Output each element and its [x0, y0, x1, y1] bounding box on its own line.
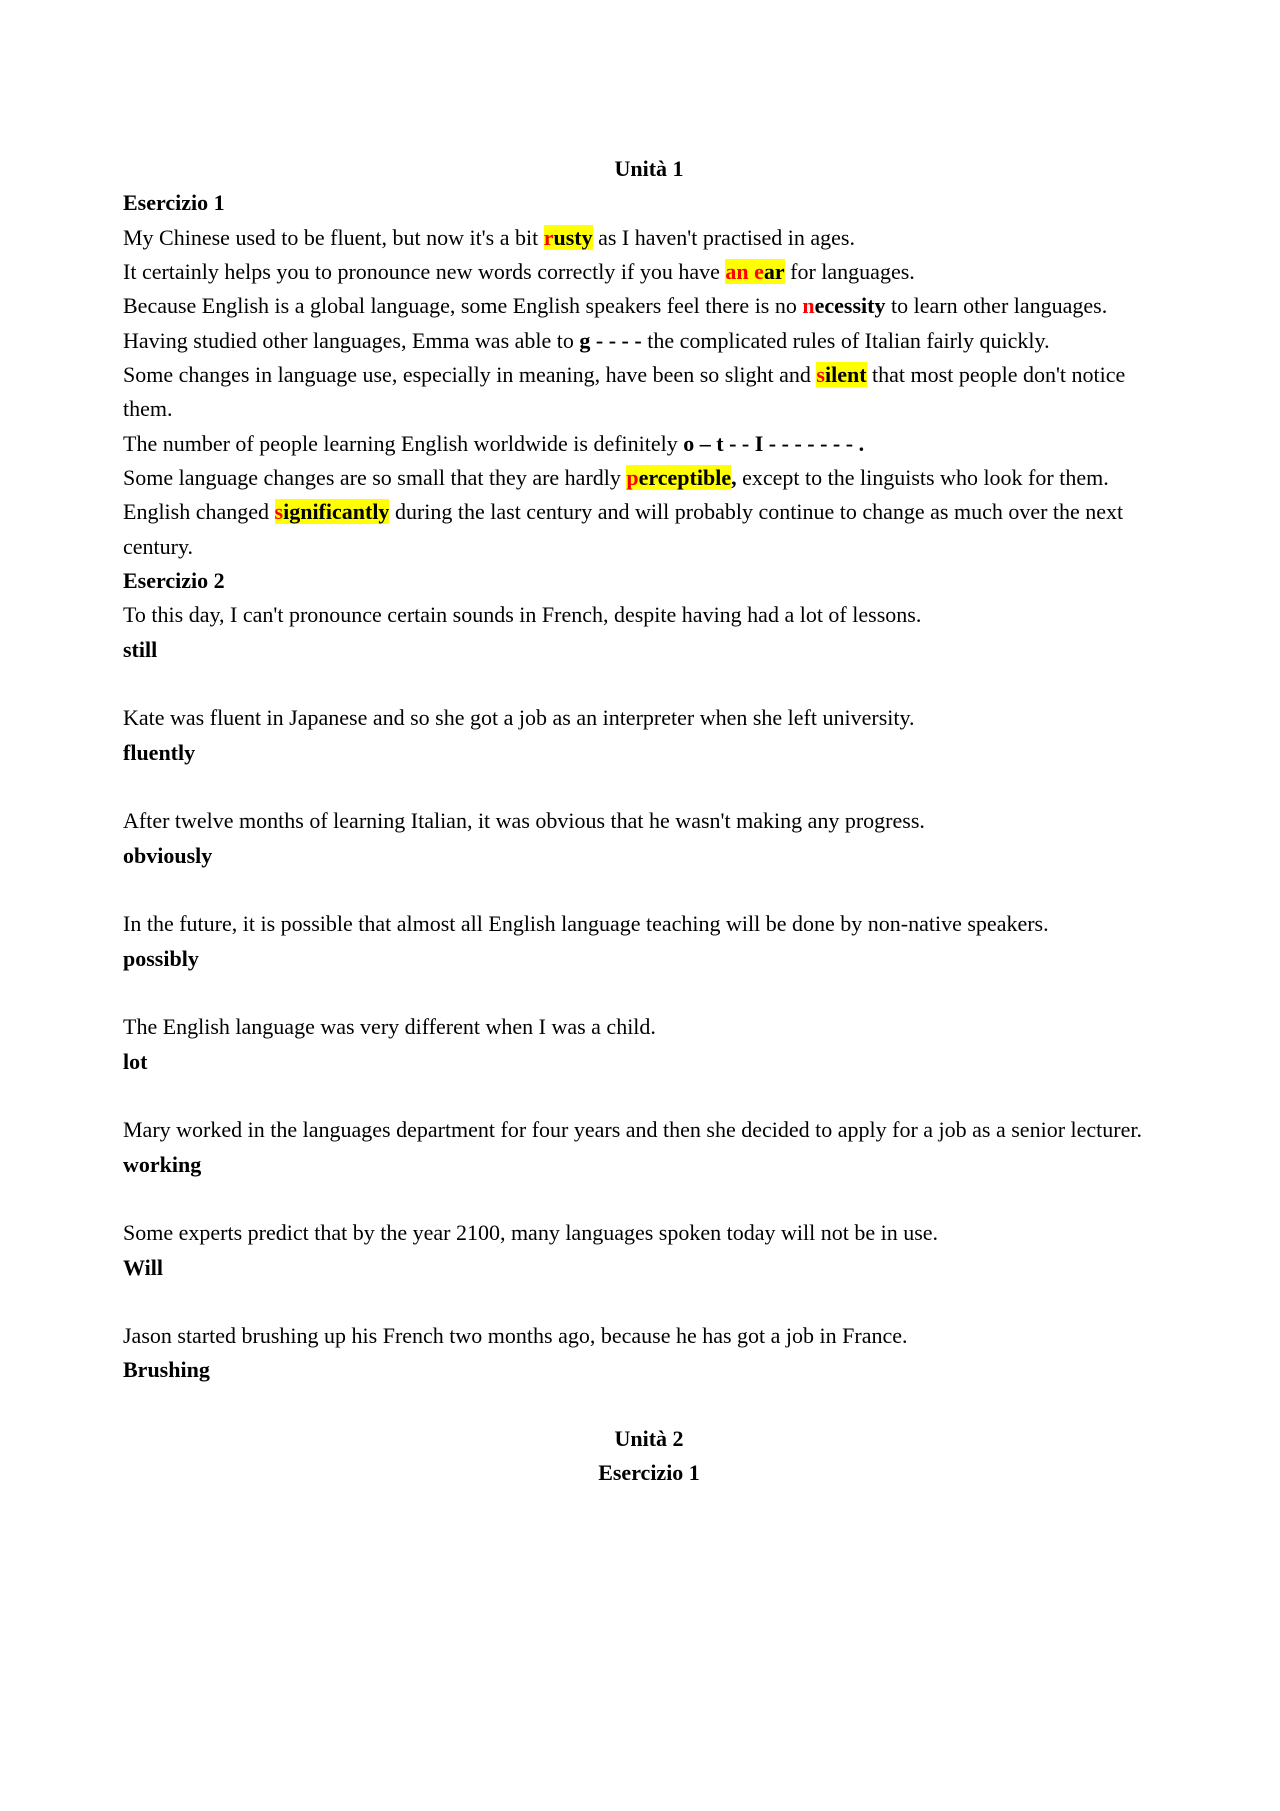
sentence — [123, 324, 1175, 358]
blank-line — [123, 873, 1175, 907]
answer-text: p — [626, 464, 639, 490]
sentence-text: Some changes in language use, especially in meaning, have been so slight and — [123, 361, 817, 387]
item-sentence: Some experts predict that by the year 2100, many languages spoken today will not be in use. — [123, 1220, 939, 1246]
sentence-text: except to the linguists who look for them. — [736, 464, 1109, 490]
item-sentence: The English language was very different when I was a child. — [123, 1014, 656, 1040]
answer-text: ignificantly — [283, 499, 390, 525]
item-sentence: After twelve months of learning Italian, it was obvious that he wasn't making any progress. — [123, 808, 925, 834]
answer-text: s — [816, 361, 825, 387]
answer-text: r — [543, 224, 554, 250]
blank-line — [123, 1285, 1175, 1319]
item-sentence: Kate was fluent in Japanese and so she got a job as an interpreter when she left university. — [123, 705, 915, 731]
answer-text: , — [731, 464, 737, 490]
exercise-1-title: Esercizio 1 — [123, 190, 225, 216]
item-answer: obviously — [123, 842, 213, 868]
answer-text: an — [725, 258, 749, 284]
sentence — [123, 461, 1175, 495]
sentence-text: Having studied other languages, Emma was able to — [123, 327, 580, 353]
sentence — [123, 255, 1175, 289]
answer-text: g - - - - — [579, 327, 642, 353]
sentence-text: as I haven't practised in ages. — [592, 224, 855, 250]
sentence-text: Because English is a global language, some English speakers feel there is no — [123, 293, 803, 319]
blank-line — [123, 1182, 1175, 1216]
sentence — [123, 358, 1175, 427]
item-sentence: In the future, it is possible that almost all English language teaching will be done by non-native speakers. — [123, 911, 1049, 937]
answer-text: usty — [553, 224, 593, 250]
answer-text: e — [754, 258, 764, 284]
item-answer: still — [123, 636, 158, 662]
exercise-2-items — [123, 598, 1175, 1422]
blank-line — [123, 976, 1175, 1010]
item-answer: Will — [123, 1254, 163, 1280]
unit-2-title: Unità 2 — [614, 1426, 684, 1452]
sentence-text: that most people don't notice them. — [123, 361, 1126, 422]
exercise-1-sentences — [123, 221, 1175, 564]
blank-line — [123, 770, 1175, 804]
document-page — [123, 152, 1175, 1491]
item-answer: lot — [123, 1048, 148, 1074]
sentence — [123, 289, 1175, 323]
answer-text: ilent — [824, 361, 867, 387]
item-answer: fluently — [123, 739, 196, 765]
answer-text: ecessity — [814, 293, 886, 319]
sentence-text: the complicated rules of Italian fairly quickly. — [641, 327, 1050, 353]
answer-text: erceptible — [638, 464, 732, 490]
sentence-text: English changed — [123, 499, 275, 525]
answer-text: o – t - - I - - - - - - - . — [683, 430, 865, 456]
item-sentence: Jason started brushing up his French two months ago, because he has got a job in France. — [123, 1323, 908, 1349]
item-sentence: Mary worked in the languages department for four years and then she decided to apply for a job as a senior lecturer. — [123, 1117, 1142, 1143]
item-answer: possibly — [123, 945, 199, 971]
answer-text: ar — [763, 258, 785, 284]
blank-line — [123, 1079, 1175, 1113]
item-answer: working — [123, 1151, 202, 1177]
sentence-text: for languages. — [784, 258, 915, 284]
blank-line — [123, 1388, 1175, 1422]
blank-line — [123, 667, 1175, 701]
item-sentence: To this day, I can't pronounce certain sounds in French, despite having had a lot of lessons. — [123, 602, 922, 628]
sentence-text: The number of people learning English worldwide is definitely — [123, 430, 684, 456]
sentence-text: Some language changes are so small that they are hardly — [123, 464, 627, 490]
unit-1-title: Unità 1 — [614, 156, 684, 181]
sentence-text: to learn other languages. — [885, 293, 1108, 319]
sentence — [123, 427, 1175, 461]
answer-text: s — [274, 499, 284, 525]
exercise-2-title: Esercizio 2 — [123, 567, 225, 593]
item-answer: Brushing — [123, 1357, 210, 1383]
sentence — [123, 495, 1175, 564]
sentence-text: It certainly helps you to pronounce new words correctly if you have — [123, 258, 726, 284]
answer-text: n — [802, 293, 815, 319]
sentence — [123, 221, 1175, 255]
unit-2-exercise-1-title: Esercizio 1 — [598, 1460, 700, 1486]
sentence-text: My Chinese used to be fluent, but now it's a bit — [123, 224, 544, 250]
sentence-text: during the last century and will probably continue to change as much over the next century. — [123, 499, 1124, 559]
